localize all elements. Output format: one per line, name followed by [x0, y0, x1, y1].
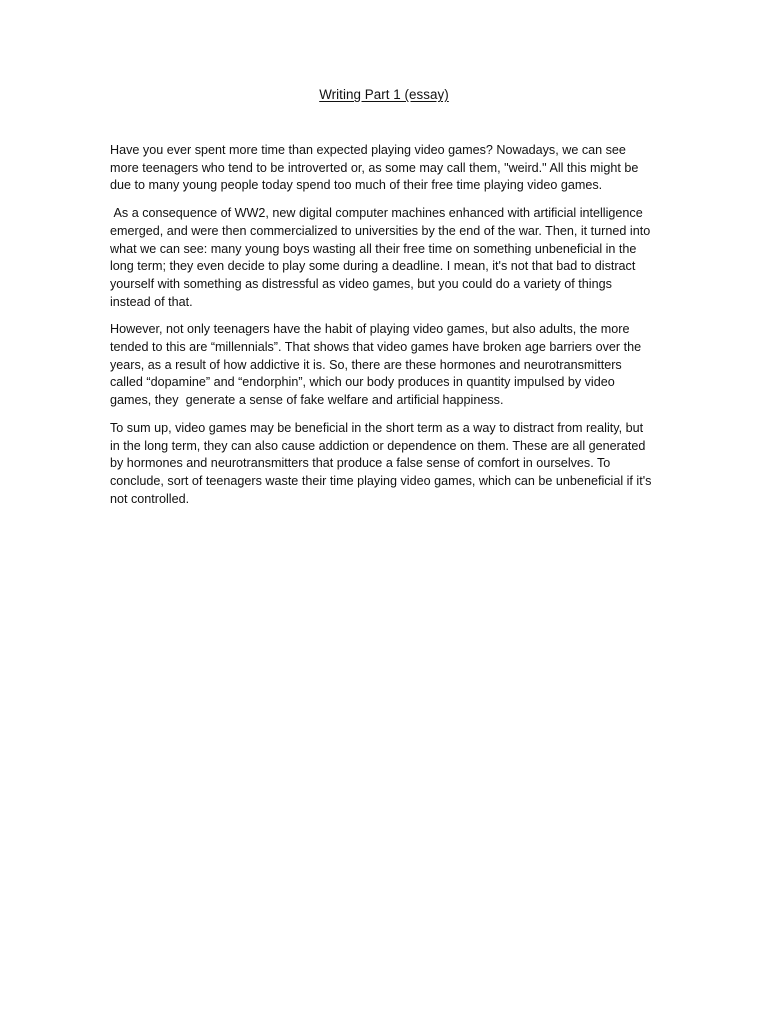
paragraph-intro: Have you ever spent more time than expected playing video games? Nowadays, we can see more teenagers who tend to be introverted or, as some may call them, "weird." All this might be due to many young people today spend too much of their free time playing video games.: [110, 143, 639, 193]
document-title: Writing Part 1 (essay): [319, 87, 449, 102]
paragraph-conclusion: To sum up, video games may be beneficial in the short term as a way to distract from reality, but in the long term, they can also cause addiction or dependence on them. These are all generated by hormones and neurotransmitters that produce a false sense of comfort in ourselves. To conclude, sort of teenagers waste their time playing video games, which can be unbeneficial if it's not controlled.: [110, 420, 652, 506]
paragraph-adults: However, not only teenagers have the habit of playing video games, but also adults, the more tended to this are “millennials”. That shows that video games have broken age barriers over the years, as a result of how addictive it is. So, there are these hormones and neurotransmitters called “dopamine” and “endorphin”, which our body produces in quantity impulsed by video games, they generate a sense of fake welfare and artificial happiness.: [110, 322, 645, 408]
essay-body: [110, 142, 652, 518]
paragraph-history: As a consequence of WW2, new digital computer machines enhanced with artificial intelligence emerged, and were then commercialized to universities by the end of the war. Then, it turned into what we can see: many young boys wasting all their free time on something unbeneficial in the long term; they even decide to play some during a deadline. I mean, it's not that bad to distract yourself with something as distressful as video games, but you could do a variety of things instead of that.: [110, 206, 654, 309]
